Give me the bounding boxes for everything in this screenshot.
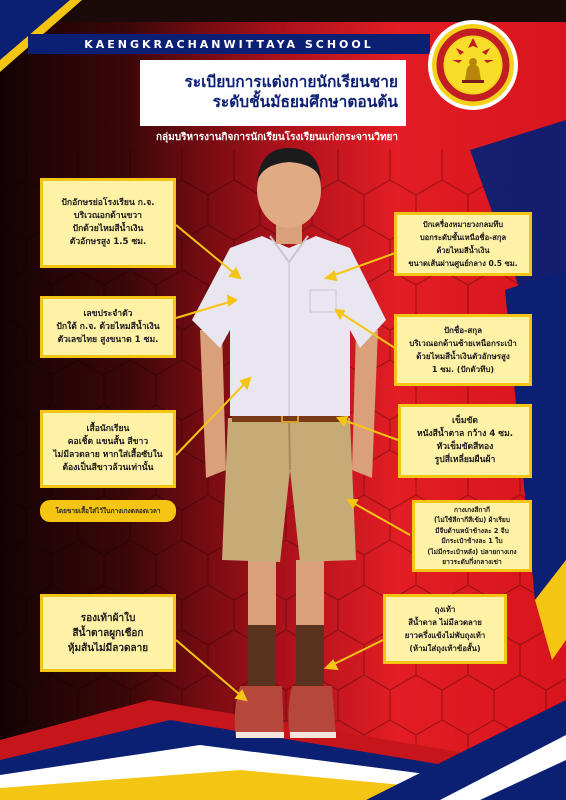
callout-level-mark <box>394 212 532 276</box>
callout-text: ตัวเลขไทย สูงขนาด 1 ซม. <box>57 334 159 345</box>
callout-text: ปักด้วยไหมสีน้ำเงิน <box>72 224 144 234</box>
callout-text: ถุงเท้า <box>434 605 456 614</box>
callout-text: ต้องเป็นสีขาวล้วนเท่านั้น <box>62 463 154 473</box>
callout-text: เลขประจำตัว <box>83 308 133 319</box>
title-line-2: ระดับชั้นมัธยมศึกษาตอนต้น <box>212 93 398 111</box>
callout-text: มีจีบด้านหน้าข้างละ 2 จีบ <box>435 526 509 535</box>
callout-text: (ไม่มีกระเป๋าหลัง) ปลายกางเกง <box>427 547 517 556</box>
callout-text: คอเชิ้ต แขนสั้น สีขาว <box>67 437 149 447</box>
title-line-1: ระเบียบการแต่งกายนักเรียนชาย <box>184 73 398 91</box>
callout-text: หนังสีน้ำตาล กว้าง 4 ซม. <box>416 429 514 439</box>
callout-text: หุ้มส้นไม่มีลวดลาย <box>67 642 149 654</box>
note-text: โดยขายเสื้อใส่ไว้ในกางเกงตลอดเวลา <box>55 507 161 515</box>
callout-pants <box>412 500 532 572</box>
shirt-tucked-note <box>40 500 176 522</box>
callout-name <box>394 314 532 386</box>
callout-text: ขนาดเส้นผ่านศูนย์กลาง 0.5 ซม. <box>408 259 518 268</box>
callout-socks <box>383 594 507 664</box>
callout-shirt <box>40 410 176 488</box>
subtitle: กลุ่มบริหารงานกิจการนักเรียนโรงเรียนแก่งกระจานวิทยา <box>156 132 399 143</box>
school-name: KAENGKRACHANWITTAYA SCHOOL <box>84 37 374 51</box>
callout-text: ไม่มีลวดลาย หากใส่เสื้อซับใน <box>53 450 163 460</box>
callout-text: 1 ซม. (ปักตัวทึบ) <box>431 365 495 374</box>
callout-text: ปักชื่อ-สกุล <box>443 326 483 335</box>
callout-text: รูปสี่เหลี่ยมผืนผ้า <box>434 455 496 465</box>
callout-shoes <box>40 594 176 672</box>
callout-text: บริเวณอกด้านซ้ายเหนือกระเป๋า <box>409 339 517 348</box>
callout-text: (ไม่ใช้สีกากีสีเข้ม) ผ้าเรียบ <box>434 516 510 524</box>
callout-text: สีน้ำตาลผูกเชือก <box>72 627 144 639</box>
callout-text: ปักอักษรย่อโรงเรียน ก.จ. <box>61 198 155 208</box>
callout-text: ปักใต้ ก.จ. ด้วยไหมสีน้ำเงิน <box>56 321 160 332</box>
callout-school-initials <box>40 178 176 268</box>
callout-text: ยาวครึ่งแข้งไม่พับถุงเท้า <box>404 631 486 640</box>
callout-text: (ห้ามใส่ถุงเท้าข้อสั้น) <box>409 644 481 653</box>
callout-text: รองเท้าผ้าใบ <box>80 612 136 624</box>
callout-text: ปักเครื่องหมายวงกลมทึบ <box>422 220 504 229</box>
callout-text: บอกระดับชั้นเหนือชื่อ-สกุล <box>419 233 507 242</box>
callout-text: หัวเข็มขัดสีทอง <box>436 442 494 452</box>
callout-text: ยาวระดับกึ่งกลางเข่า <box>442 558 502 566</box>
callout-text: กางเกงสีกากี <box>453 505 491 514</box>
callout-text: เข็มขัด <box>452 416 478 426</box>
callout-text: ด้วยไหมสีน้ำเงินตัวอักษรสูง <box>416 352 510 361</box>
callout-student-number <box>40 296 176 358</box>
callout-text: บริเวณอกด้านขวา <box>74 211 142 221</box>
callout-text: สีน้ำตาล ไม่มีลวดลาย <box>408 618 482 627</box>
callout-text: ด้วยไหมสีน้ำเงิน <box>436 246 490 255</box>
callout-text: ตัวอักษรสูง 1.5 ซม. <box>69 237 147 247</box>
callout-text: เสื้อนักเรียน <box>86 424 130 434</box>
callout-belt <box>398 404 532 478</box>
callout-text: มีกระเป๋าข้างละ 1 ใบ <box>441 537 503 545</box>
